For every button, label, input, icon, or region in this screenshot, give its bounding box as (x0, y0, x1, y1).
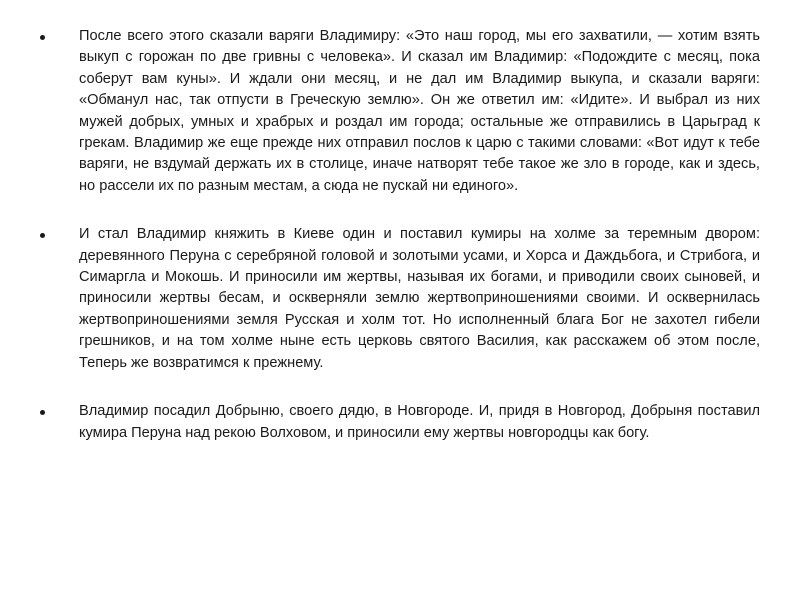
paragraph-text: И стал Владимир княжить в Киеве один и поставил кумиры на холме за теремным двором: деревянного Перуна с серебряной головой и золотыми усами, и Хорса и Даждьбога, и Стрибога, и Симаргла и Мокошь. И приносили им жертвы, называя их богами, и приводили своих сыновей, и приносили жертвы бесам, и оскверняли землю жертвоприношениями своими. И осквернилась жертвоприношениями земля Русская и холм тот. Но исполненный блага Бог не захотел гибели грешников, и на том холме ныне есть церковь святого Василия, как расскажем об этом после, Теперь же возвратимся к прежнему. (79, 226, 760, 371)
paragraph-3 (40, 401, 760, 444)
bullet-icon (40, 233, 45, 238)
paragraph-2 (40, 224, 760, 374)
bullet-icon (40, 35, 45, 40)
paragraph-text: Владимир посадил Добрыню, своего дядю, в Новгороде. И, придя в Новгород, Добрыня поставил кумира Перуна над рекою Волховом, и приносили ему жертвы новгородцы как богу. (79, 403, 760, 441)
bullet-icon (40, 410, 45, 415)
paragraph-text: После всего этого сказали варяги Владимиру: «Это наш город, мы его захватили, — хотим взять выкуп с горожан по две гривны с человека». И сказал им Владимир: «Подождите с месяц, пока соберут вам куны». И ждали они месяц, и не дал им Владимир выкупа, и сказали варяги: «Обманул нас, так отпусти в Греческую землю». Он же ответил им: «Идите». И выбрал из них мужей добрых, умных и храбрых и роздал им города; остальные же отправились в Царьград к грекам. Владимир же еще прежде них отправил послов к царю с такими словами: «Вот идут к тебе варяги, не вздумай держать их в столице, иначе натворят тебе такое же зло в городе, как и здесь, но рассели их по разным местам, а сюда не пускай ни единого». (79, 28, 760, 194)
paragraph-1 (40, 26, 760, 197)
bullet-list (40, 26, 760, 471)
